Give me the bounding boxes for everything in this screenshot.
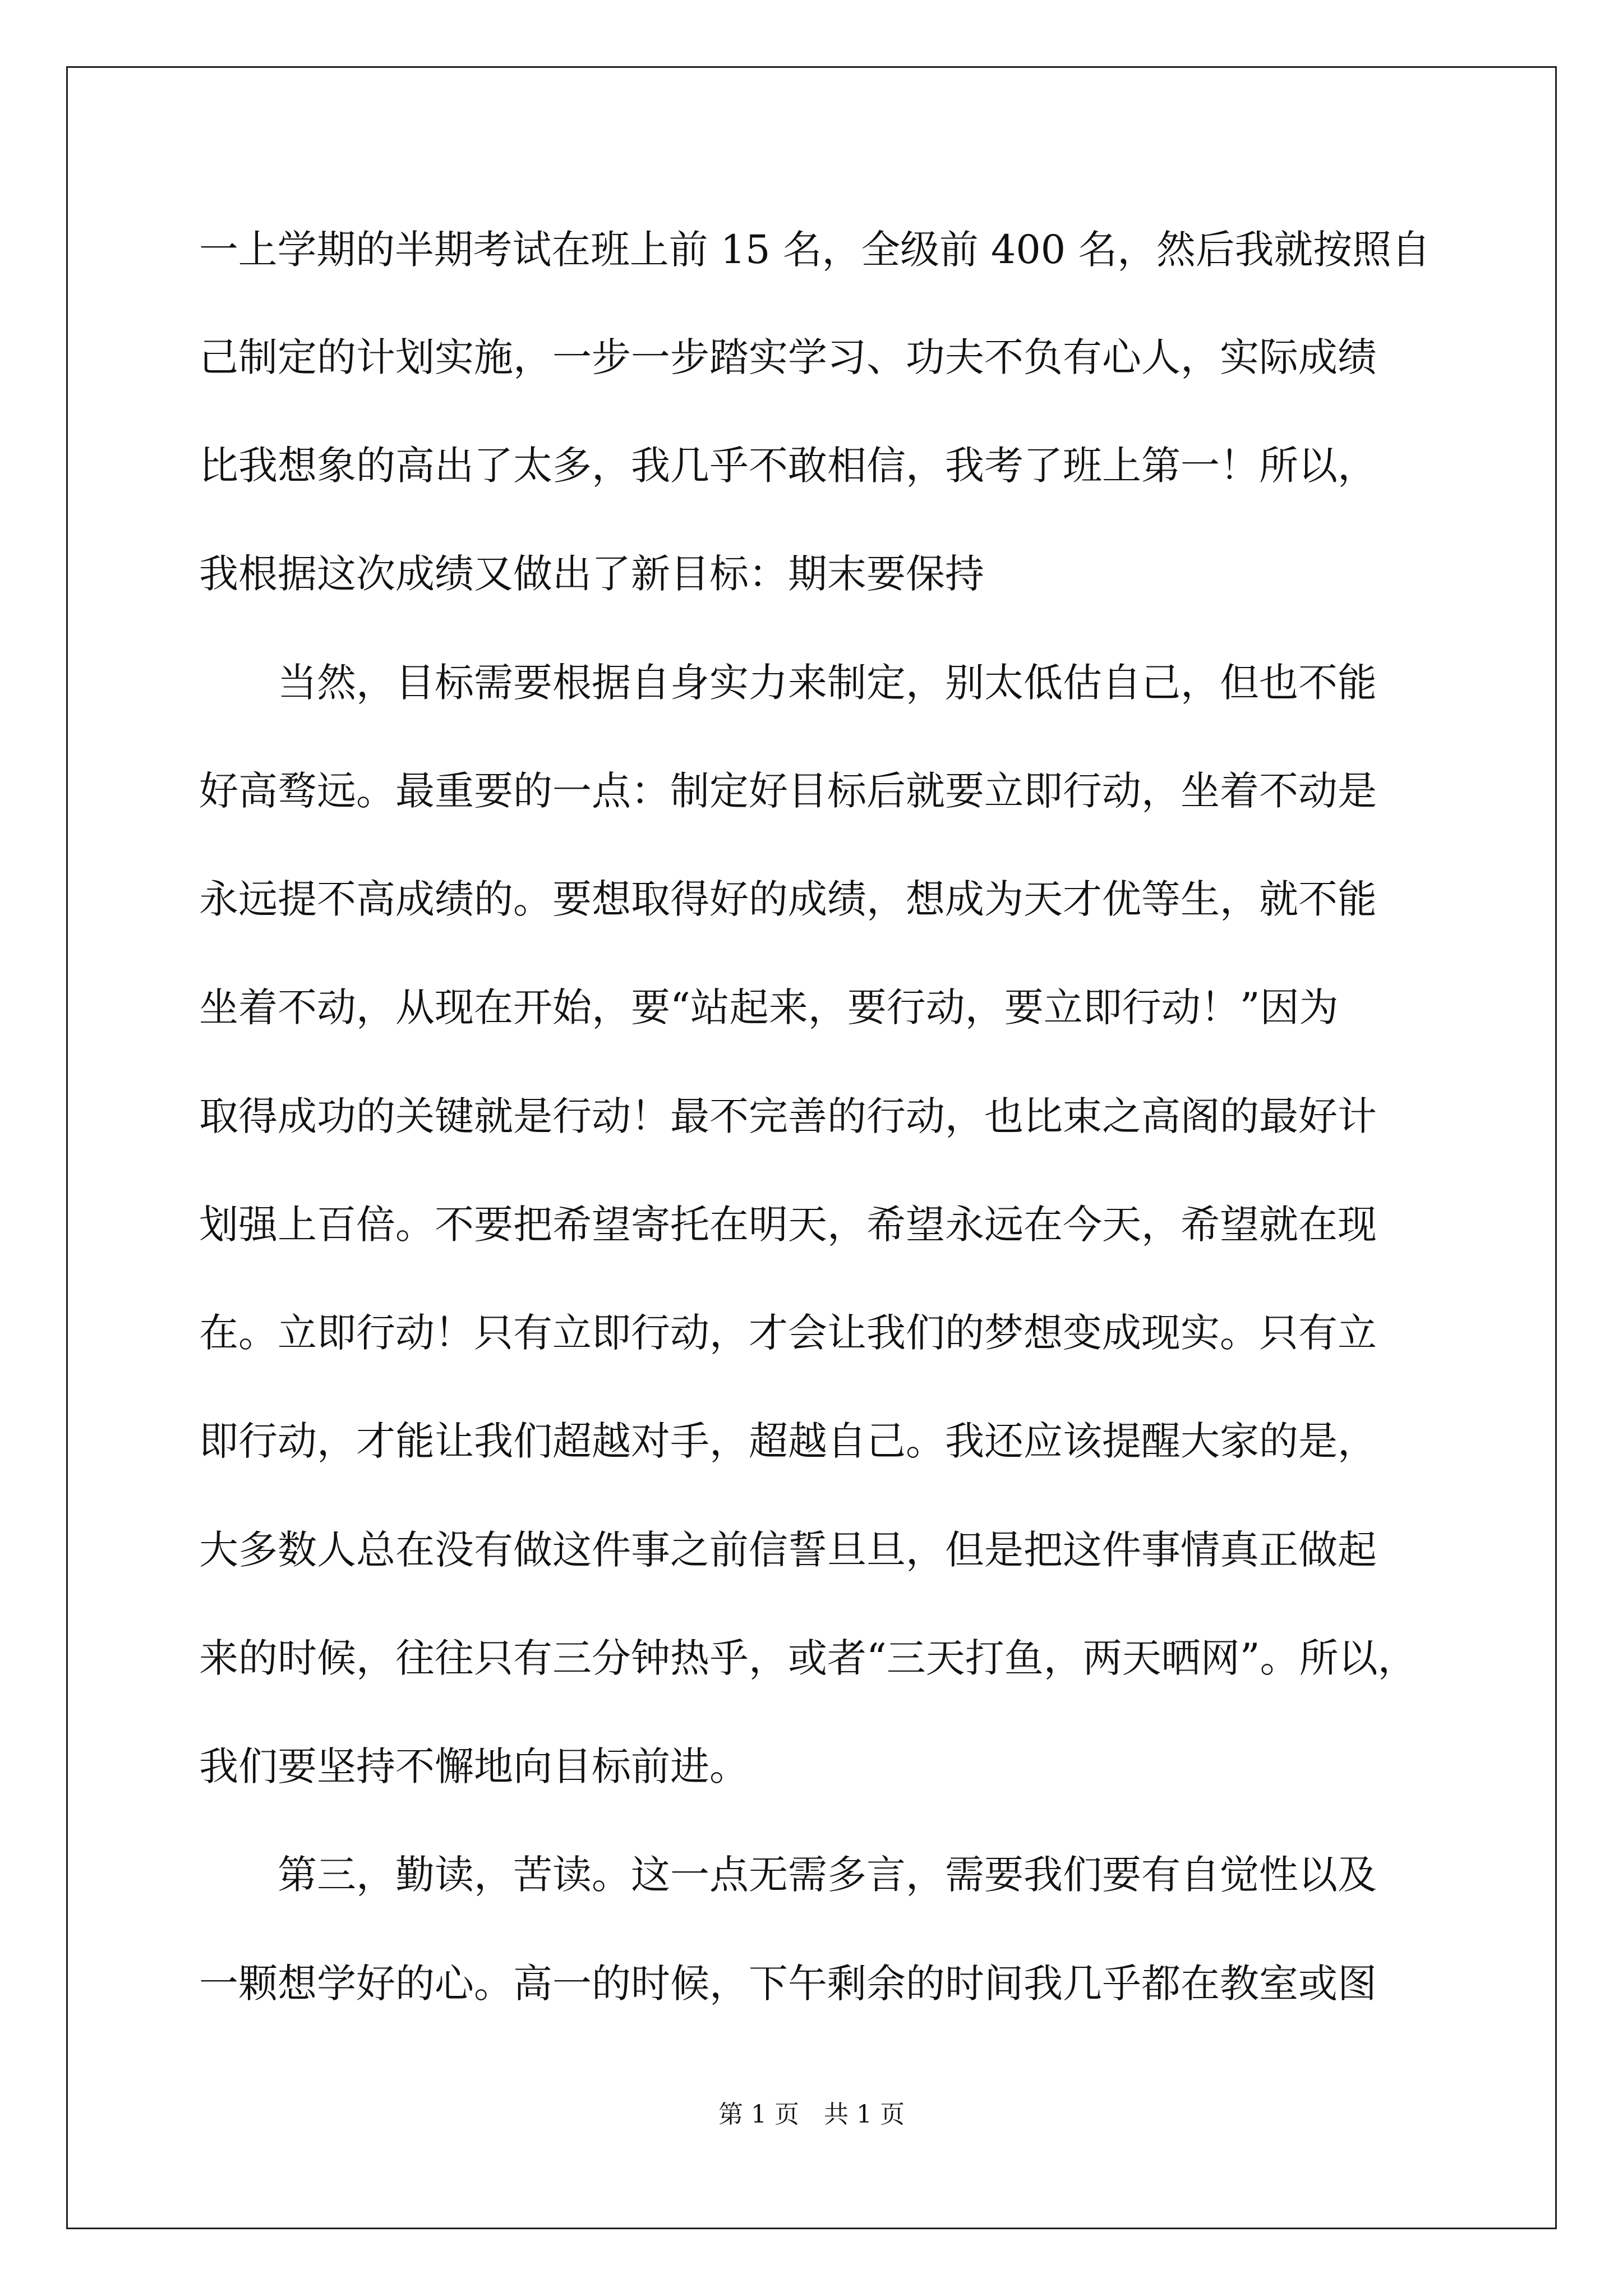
text-line: 划强上百倍。不要把希望寄托在明天，希望永远在今天，希望就在现 [199,1202,1377,1248]
text-line: 我们要坚持不懈地向目标前进。 [199,1743,749,1789]
text-line: 即行动，才能让我们超越对手，超越自己。我还应该提醒大家的是， [199,1418,1377,1464]
text-line: 来的时候，往往只有三分钟热乎，或者“三天打鱼，两天晒网”。所以， [199,1635,1417,1681]
paragraph-first-line: 第三，勤读，苦读。这一点无需多言，需要我们要有自觉性以及 [278,1852,1377,1898]
paragraph-first-line: 当然，目标需要根据自身实力来制定，别太低估自己，但也不能 [278,660,1377,706]
text-line: 一颗想学好的心。高一的时候，下午剩余的时间我几乎都在教室或图 [199,1961,1377,2007]
text-line: 己制定的计划实施，一步一步踏实学习、功夫不负有心人，实际成绩 [199,334,1377,380]
text-line: 在。立即行动！只有立即行动，才会让我们的梦想变成现实。只有立 [199,1310,1377,1356]
text-line: 好高骛远。最重要的一点：制定好目标后就要立即行动，坐着不动是 [199,768,1377,814]
text-line: 我根据这次成绩又做出了新目标：期末要保持 [199,551,984,597]
text-line: 大多数人总在没有做这件事之前信誓旦旦，但是把这件事情真正做起 [199,1527,1377,1573]
text-line: 永远提不高成绩的。要想取得好的成绩，想成为天才优等生，就不能 [199,876,1377,922]
text-line: 取得成功的关键就是行动！最不完善的行动，也比束之高阁的最好计 [199,1093,1377,1139]
text-line: 坐着不动，从现在开始，要“站起来，要行动，要立即行动！”因为 [199,984,1339,1030]
text-line: 比我想象的高出了太多，我几乎不敢相信，我考了班上第一！所以， [199,443,1377,489]
text-line: 一上学期的半期考试在班上前 15 名，全级前 400 名，然后我就按照自 [199,227,1431,273]
page-footer: 第 1 页 共 1 页 [718,2100,905,2129]
